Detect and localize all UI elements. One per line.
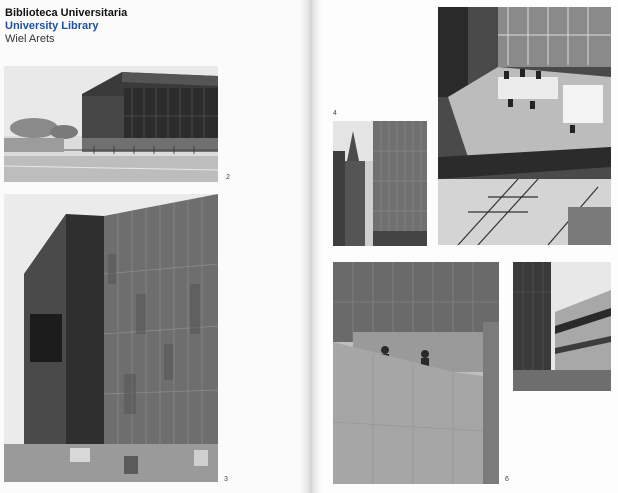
photo-facade-corner: [4, 194, 218, 482]
book-gutter: [300, 0, 322, 493]
figure-number: 2: [226, 174, 230, 181]
figure-number: 3: [224, 476, 228, 483]
building-subtitle: University Library: [5, 20, 99, 32]
architect-name: Wiel Arets: [5, 33, 55, 45]
photo-exterior-street: [4, 66, 218, 182]
photo-terrace-with-people: [333, 262, 499, 484]
figure-number: 6: [505, 476, 509, 483]
photo-reading-room-interior: [438, 7, 611, 245]
building-title: Biblioteca Universitaria: [5, 7, 128, 19]
photo-facade-side-view: [513, 262, 611, 391]
article-heading: [5, 7, 127, 46]
photo-facade-church-spire: [333, 121, 427, 246]
figure-number: 4: [333, 110, 337, 117]
